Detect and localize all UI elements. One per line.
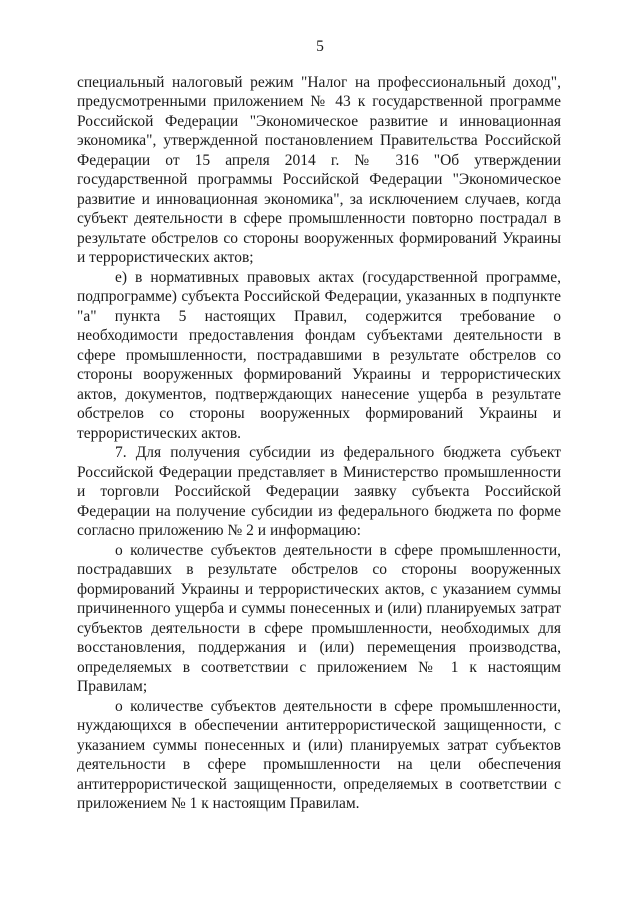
- paragraph-info-antiterror: о количестве субъектов деятельности в сфере промышленности, нуждающихся в обеспечении антитеррористической защищенности, с указанием суммы понесенных и (или) планируемых затрат субъектов деятельности в сфере промышленности на цели обеспечения антитеррористической защищенности, определяемых в соответствии с приложением № 1 к настоящим Правилам.: [77, 697, 561, 812]
- paragraph-info-affected: о количестве субъектов деятельности в сфере промышленности, пострадавших в результате обстрелов со стороны вооруженных формирований Украины и террористических актов, с указанием суммы причиненного ущерба и суммы понесенных и (или) планируемых затрат субъектов деятельности в сфере промышленности, необходимых для восстановления, поддержания и (или) перемещения производства, определяемых в соответствии с приложением № 1 к настоящим Правилам;: [77, 541, 561, 695]
- paragraph-item-7: 7. Для получения субсидии из федерального бюджета субъект Российской Федерации представляет в Министерство промышленности и торговли Российской Федерации заявку субъекта Российской Федерации на получение субсидии из федерального бюджета по форме согласно приложению № 2 и информацию:: [77, 444, 561, 539]
- page-number: 5: [316, 38, 324, 55]
- document-body: [77, 73, 561, 814]
- paragraph-continuation: специальный налоговый режим "Налог на профессиональный доход", предусмотренными приложением № 43 к государственной программе Российской Федерации "Экономическое развитие и инновационная экономика", утвержденной постановлением Правительства Российской Федерации от 15 апреля 2014 г. № 316 "Об утверждении государственной программы Российской Федерации "Экономическое развитие и инновационная экономика", за исключением случаев, когда субъект деятельности в сфере промышленности повторно пострадал в результате обстрелов со стороны вооруженных формирований Украины и террористических актов;: [77, 73, 561, 266]
- paragraph-subitem-e: е) в нормативных правовых актах (государственной программе, подпрограмме) субъекта Российской Федерации, указанных в подпункте "а" пункта 5 настоящих Правил, содержится требование о необходимости предоставления фондам субъектами деятельности в сфере промышленности, пострадавшими в результате обстрелов со стороны вооруженных формирований Украины и террористических актов, документов, подтверждающих нанесение ущерба в результате обстрелов со стороны вооруженных формирований Украины и террористических актов.: [77, 268, 561, 442]
